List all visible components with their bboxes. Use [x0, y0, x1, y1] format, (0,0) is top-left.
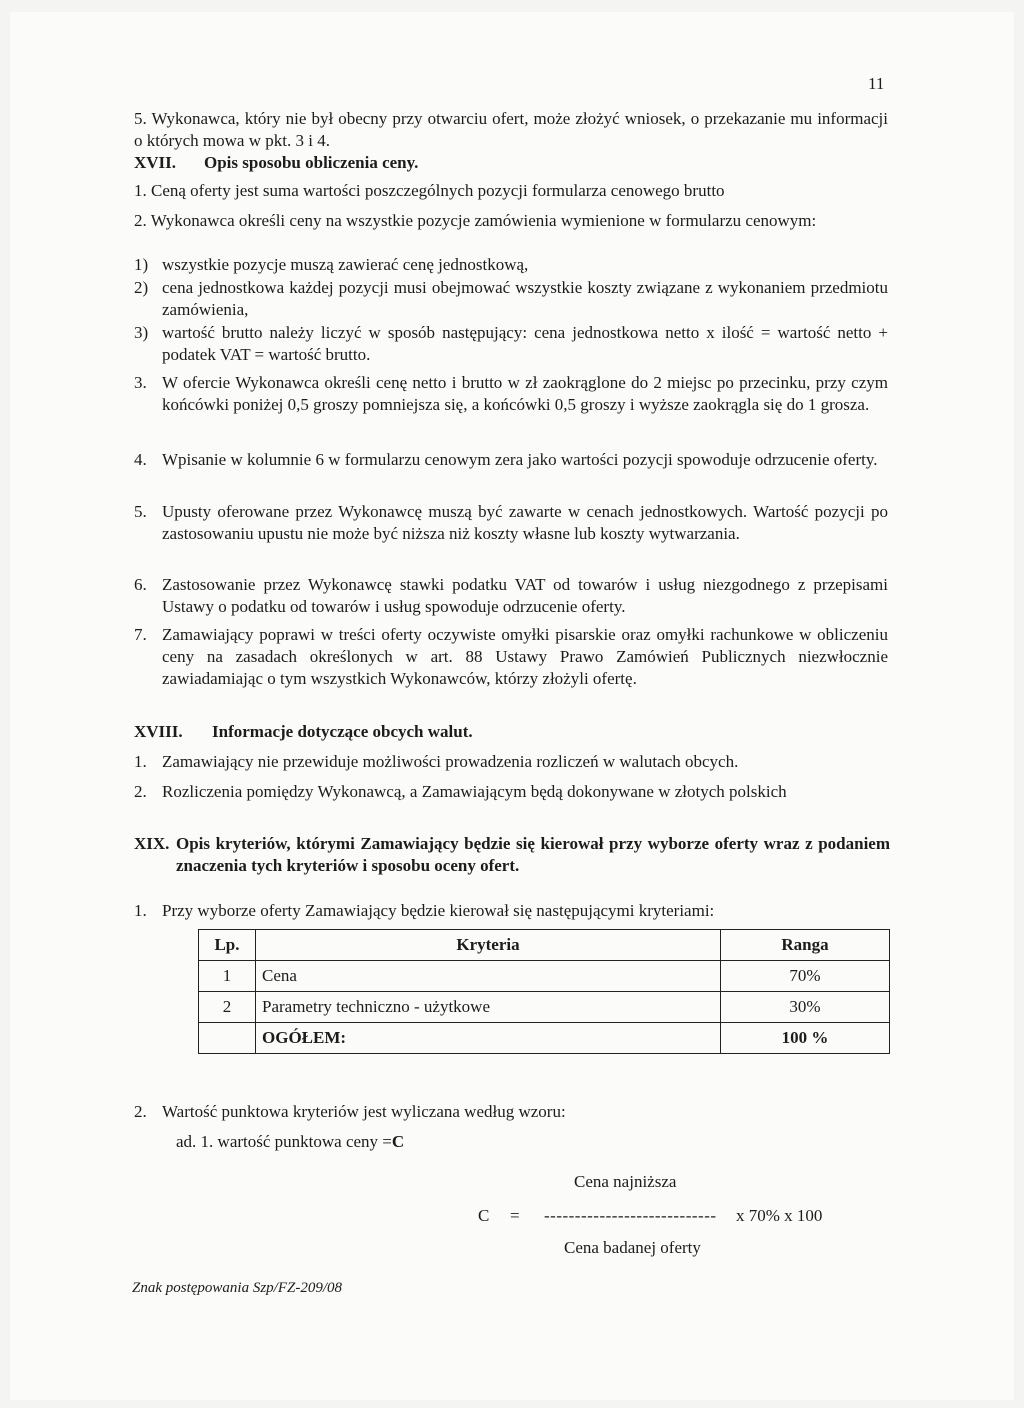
header-lp: Lp. [199, 930, 256, 961]
xix-item-1-num: 1. [134, 901, 147, 920]
xvii-item-7: Zamawiający poprawi w treści oferty oczywiste omyłki pisarskie oraz omyłki rachunkowe w obliczeniu ceny na zasadach określonych w art. 88 Ustawy Prawo Zamówień Publicznych niezwłocznie zawiadamiając o tym wszystkich Wykonawców, którzy złożyli ofertę. [162, 625, 888, 688]
table-cell-ranga: 70% [721, 961, 890, 992]
table-cell-ranga: 30% [721, 992, 890, 1023]
xvii-item-4-num: 4. [134, 450, 147, 469]
xvii-item-6: Zastosowanie przez Wykonawcę stawki podatku VAT od towarów i usług niezgodnego z przepisami Ustawy o podatku od towarów i usług spowoduje odrzucenie oferty. [162, 575, 888, 616]
table-cell-lp: 1 [199, 961, 256, 992]
xvii-sub-3: wartość brutto należy liczyć w sposób następujący: cena jednostkowa netto x ilość = wartość netto + podatek VAT = wartość brutto. [162, 323, 888, 364]
formula-equals: = [510, 1206, 520, 1225]
formula-denominator: Cena badanej oferty [564, 1238, 701, 1257]
xvii-item-4: Wpisanie w kolumnie 6 w formularzu cenowym zera jako wartości pozycji spowoduje odrzucenie oferty. [162, 450, 878, 469]
section-xix-title: Opis kryteriów, którymi Zamawiający będzie się kierował przy wyborze oferty wraz z podaniem znaczenia tych kryteriów i sposobu oceny ofert. [176, 834, 890, 875]
table-cell-kryteria: Parametry techniczno - użytkowe [256, 992, 721, 1023]
xvii-sub-3-num: 3) [134, 323, 149, 342]
section-xix-number: XIX. [134, 834, 170, 853]
xvii-item-3: W ofercie Wykonawca określi cenę netto i brutto w zł zaokrąglone do 2 miejsc po przecinku, przy czym końcówki poniżej 0,5 groszy pomniejsza się, a końcówki 0,5 groszy i wyższe zaokrągla się do 1 grosza. [162, 373, 888, 414]
table-total-label: OGÓŁEM: [256, 1023, 721, 1054]
xvii-item-5-num: 5. [134, 502, 147, 521]
table-row [199, 961, 890, 992]
xvii-item-1: 1. Ceną oferty jest suma wartości poszczególnych pozycji formularza cenowego brutto [134, 181, 725, 200]
xvii-sub-1: wszystkie pozycje muszą zawierać cenę jednostkową, [162, 255, 529, 274]
xvii-sub-1-num: 1) [134, 255, 149, 274]
xix-item-2-num: 2. [134, 1102, 147, 1121]
header-kryteria: Kryteria [256, 930, 721, 961]
table-cell-lp: 2 [199, 992, 256, 1023]
xvii-item-3-num: 3. [134, 373, 147, 392]
table-cell-kryteria: Cena [256, 961, 721, 992]
section-xvii-title: Opis sposobu obliczenia ceny. [204, 153, 419, 172]
xvii-item-7-num: 7. [134, 625, 147, 644]
section-xviii-title: Informacje dotyczące obcych walut. [212, 722, 473, 741]
table-total-row [199, 1023, 890, 1054]
section-xviii-number: XVIII. [134, 722, 183, 741]
header-ranga: Ranga [721, 930, 890, 961]
xvii-sub-2: cena jednostkowa każdej pozycji musi obejmować wszystkie koszty związane z wykonaniem przedmiotu zamówienia, [162, 278, 888, 319]
xviii-item-1: Zamawiający nie przewiduje możliwości prowadzenia rozliczeń w walutach obcych. [162, 752, 739, 771]
xvii-sub-2-num: 2) [134, 278, 149, 297]
formula-lhs: C [478, 1206, 490, 1225]
table-row [199, 992, 890, 1023]
section-xvii-number: XVII. [134, 153, 177, 172]
table-cell-empty [199, 1023, 256, 1054]
xvii-item-6-num: 6. [134, 575, 147, 594]
formula-fraction-line: ---------------------------- [544, 1206, 717, 1225]
xix-item-2: Wartość punktowa kryteriów jest wyliczana według wzoru: [162, 1102, 566, 1121]
xix-item-1: Przy wyborze oferty Zamawiający będzie kierował się następującymi kryteriami: [162, 901, 715, 920]
page-number: 11 [868, 74, 885, 93]
criteria-table [198, 929, 890, 1054]
xviii-item-2-num: 2. [134, 782, 147, 801]
formula-multiplier: x 70% x 100 [736, 1206, 823, 1225]
xviii-item-1-num: 1. [134, 752, 147, 771]
paragraph-5-text: 5. Wykonawca, który nie był obecny przy otwarciu ofert, może złożyć wniosek, o przekazanie mu informacji o których mowa w pkt. 3 i 4. [134, 109, 888, 150]
xvii-item-5: Upusty oferowane przez Wykonawcę muszą być zawarte w cenach jednostkowych. Wartość pozycji po zastosowaniu upustu nie może być niższa niż koszty własne lub koszty wytwarzania. [162, 502, 888, 543]
footer-reference: Znak postępowania Szp/FZ-209/08 [132, 1280, 343, 1296]
table-header-row [199, 930, 890, 961]
paragraph-5 [134, 108, 888, 152]
table-total-value: 100 % [721, 1023, 890, 1054]
xvii-item-2: 2. Wykonawca określi ceny na wszystkie pozycje zamówienia wymienione w formularzu cenowym: [134, 211, 817, 230]
xviii-item-2: Rozliczenia pomiędzy Wykonawcą, a Zamawiającym będą dokonywane w złotych polskich [162, 782, 787, 801]
formula-numerator: Cena najniższa [574, 1172, 677, 1191]
formula-intro: ad. 1. wartość punktowa ceny =C [176, 1132, 405, 1151]
